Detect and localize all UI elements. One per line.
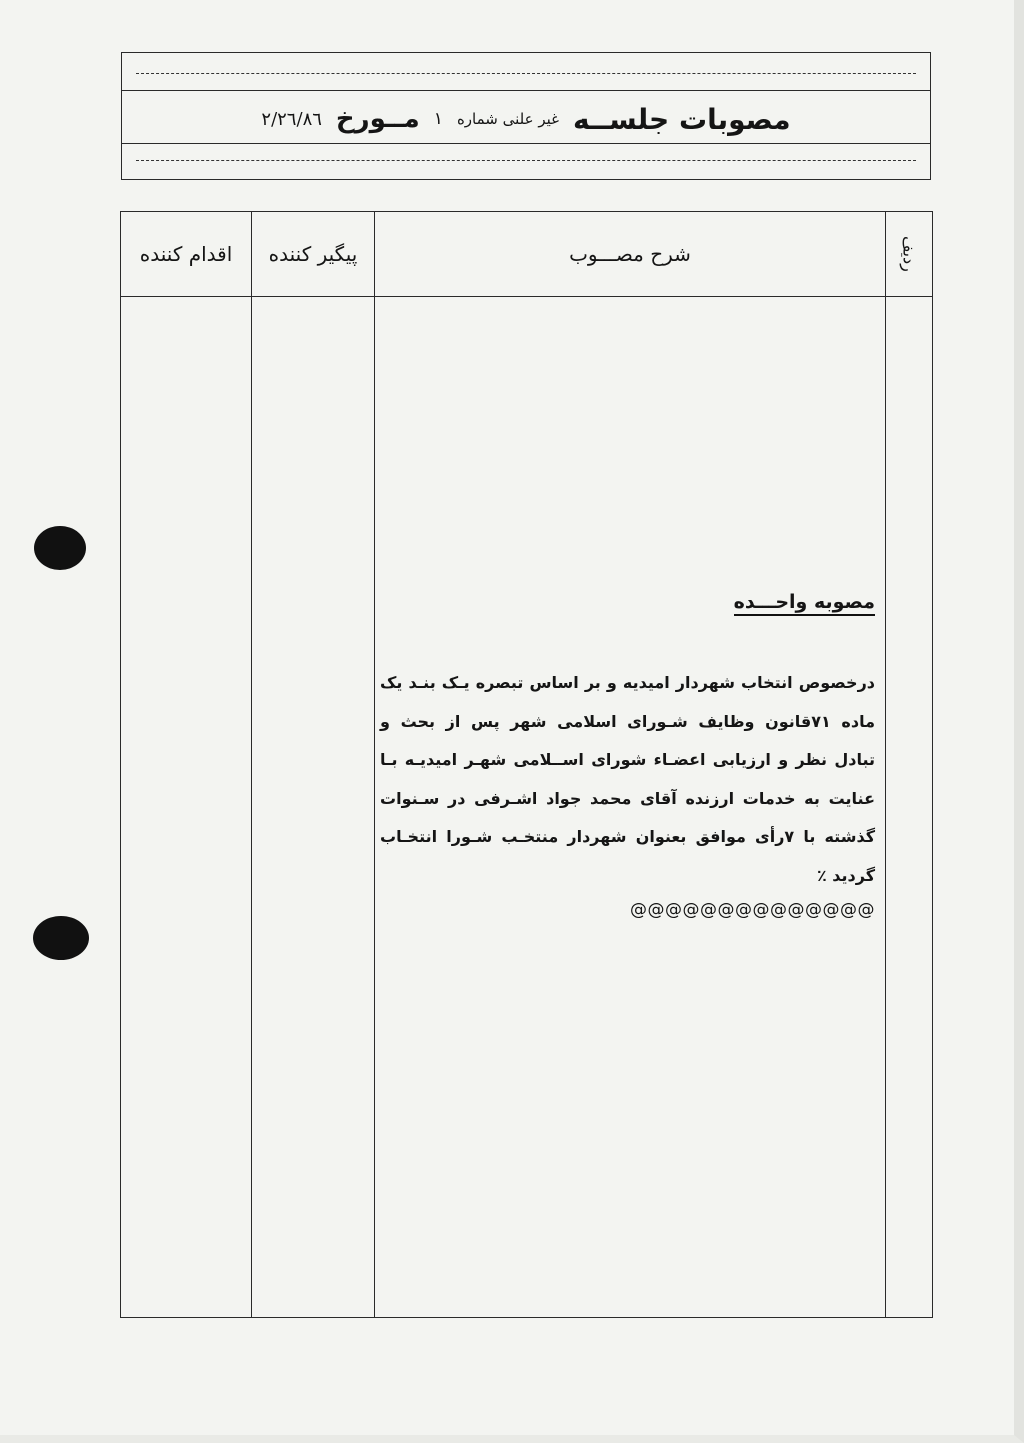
dashed-divider [136,160,916,161]
header-divider [121,296,932,297]
divider [122,143,930,144]
column-divider [374,212,375,1317]
column-header-action-by: اقدام کننده [139,242,233,266]
dated-label: مــورخ [335,104,420,134]
punch-hole [34,526,86,570]
resolution-subject: مصوبه واحـــده [734,591,875,616]
dashed-divider [136,73,916,74]
column-divider [885,212,886,1317]
resolutions-table [120,211,933,1318]
column-header-description: شرح مصـــوب [569,242,691,266]
session-number: ۱ [433,109,443,129]
closing-line: @@@@@@@@@@@@@@ [630,900,875,920]
column-header-follow-up: پیگیر کننده [268,242,358,266]
header-box [121,52,931,180]
column-divider [251,212,252,1317]
resolution-text: درخصوص انتخاب شهردار امیدیه و بر اساس تبصره یـک بنـد یک ماده ۷۱قانون وظایف شـورای اسلامی شهر پس از بحث و تبادل نظر و ارزیابی اعضـاء شورای اســلامی شهـر امیدیـه بـا عنایت به خدمات ارزنده آقای محمد جواد اشـرفی در سـنوات گذشته با ۷رأی موافق بعنوان شهردار منتخـب شـورا انتخـاب گردید ٪ [380,673,876,885]
divider [122,90,930,91]
session-date: ۸٦/۲/۲٦ [261,108,322,130]
session-type: غیر علنی شماره [456,110,559,128]
punch-hole [33,916,89,960]
header-title-row [122,93,930,145]
document-title: مصوبات جلســه [572,102,791,136]
column-header-radif: ردیف [899,236,919,272]
